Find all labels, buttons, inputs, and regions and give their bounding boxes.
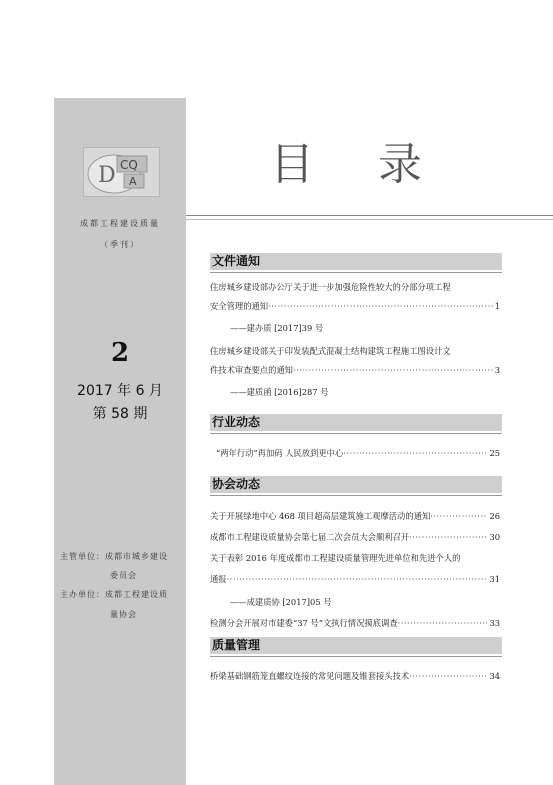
page-number: 3	[494, 365, 500, 375]
page-number: 1	[494, 301, 500, 311]
toc-entry[interactable]	[210, 531, 500, 543]
sponsor-label: 主管单位：	[60, 552, 105, 561]
issue-number: 2	[110, 338, 130, 368]
issue-period: 第 58 期	[92, 406, 148, 422]
leader-dots	[343, 448, 487, 458]
leader-dots	[227, 574, 488, 584]
issue-date: 2017 年 6 月	[77, 383, 163, 399]
sponsor-value: 成都工程建设质	[105, 590, 168, 599]
svg-text:A: A	[129, 175, 137, 188]
toc-entry[interactable]	[210, 573, 500, 585]
leader-dots	[409, 671, 487, 681]
toc-entry-title: 关于开展绿地中心 468 项目超高层建筑施工观摩活动的通知	[210, 511, 431, 521]
toc-entry-title: “两年行动”再加码 人民放到更中心	[216, 448, 344, 458]
document-number: ——建办质 [2017]39 号	[230, 323, 324, 333]
section-heading: 协会动态	[210, 476, 502, 493]
journal-frequency: （季刊）	[100, 240, 140, 249]
page-number: 30	[489, 532, 500, 542]
sponsor-line-1	[60, 551, 184, 562]
page-number: 25	[489, 448, 500, 458]
sponsor-value: 成都市城乡建设	[105, 552, 168, 561]
sidebar	[54, 98, 186, 785]
page-number: 34	[489, 671, 500, 681]
section-heading: 质量管理	[210, 637, 502, 654]
toc-entry[interactable]	[210, 670, 500, 682]
leader-dots	[430, 511, 487, 521]
toc-entry-title: 桥梁基础钢筋笼直螺纹连接的常见问题及锥套接头技术	[210, 671, 410, 681]
toc-entry-title: 通报	[210, 574, 227, 584]
page-number: 31	[489, 574, 500, 584]
leader-dots	[409, 532, 487, 542]
toc-entry-title: 检测分会开展对市建委“37 号”文执行情况摸底调查	[210, 618, 398, 628]
title-divider-secondary	[186, 219, 553, 220]
sponsor-line-2b: 量协会	[110, 610, 137, 619]
toc-entry-title: 件技术审查要点的通知	[210, 365, 293, 375]
sponsor-line-1b: 委员会	[110, 571, 137, 580]
toc-entry[interactable]	[210, 364, 500, 376]
journal-name: 成都工程建设质量	[80, 219, 160, 228]
leader-dots	[268, 301, 493, 311]
toc-entry-title: 成都市工程建设质量协会第七届二次会员大会顺利召开	[210, 532, 410, 542]
leader-dots	[398, 618, 488, 628]
document-number: ——成建质协 [2017]05 号	[230, 597, 332, 607]
toc-entry[interactable]	[216, 447, 500, 459]
document-number: ——建质函 [2016]287 号	[230, 387, 329, 397]
toc-entry[interactable]	[210, 300, 500, 312]
svg-text:D: D	[98, 163, 116, 188]
toc-entry-line[interactable]: 住房城乡建设部关于印发装配式混凝土结构建筑工程施工图设计文	[210, 346, 451, 356]
section-heading: 文件通知	[210, 253, 502, 270]
page-number: 33	[489, 618, 500, 628]
toc-entry-line[interactable]: 关于表彰 2016 年度成都市工程建设质量管理先进单位和先进个人的	[210, 553, 461, 563]
sponsor-label: 主办单位：	[60, 590, 105, 599]
toc-entry-line[interactable]: 住房城乡建设部办公厅关于进一步加强危险性较大的分部分项工程	[210, 282, 451, 292]
title-divider	[186, 215, 553, 216]
section-heading: 行业动态	[210, 414, 502, 431]
toc-title: 目录	[270, 139, 486, 190]
toc-entry-title: 安全管理的通知	[210, 301, 269, 311]
sponsor-line-2	[60, 589, 184, 600]
toc-entry[interactable]	[210, 617, 500, 629]
page-number: 26	[489, 511, 500, 521]
journal-logo	[83, 147, 160, 197]
logo-graphic	[84, 148, 159, 196]
toc-entry[interactable]	[210, 510, 500, 522]
leader-dots	[293, 365, 493, 375]
svg-text:CQ: CQ	[120, 158, 138, 172]
